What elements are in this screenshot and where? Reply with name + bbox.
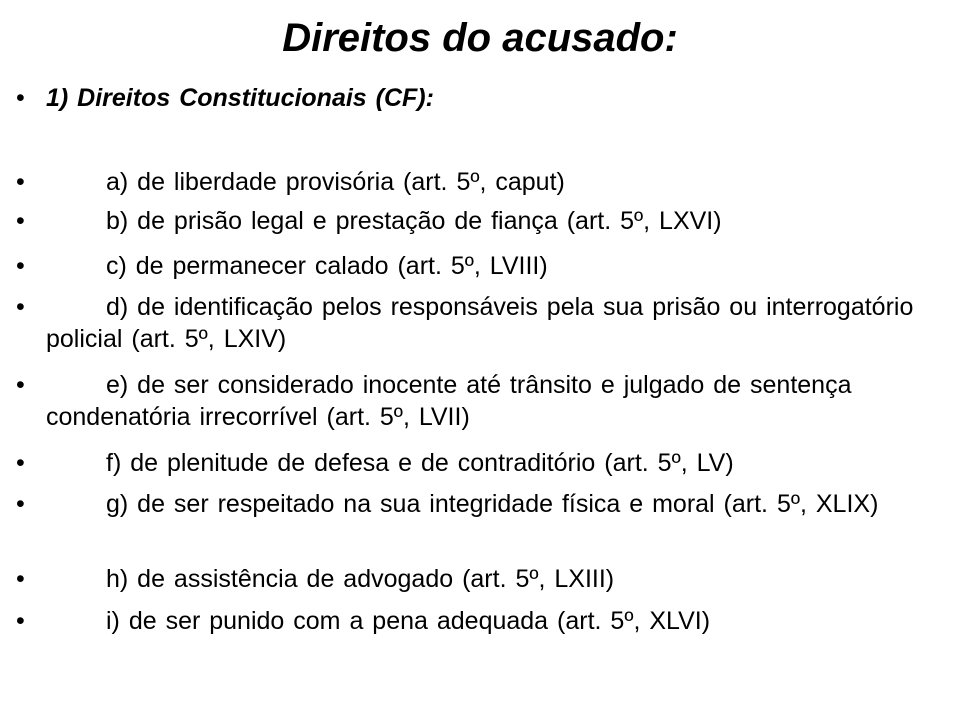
bullet-icon: • bbox=[16, 607, 25, 635]
list-item-text: i) de ser punido com a pena adequada (art. 5º, XLVI) bbox=[106, 607, 711, 635]
bullet-icon: • bbox=[16, 207, 25, 235]
bullet-icon: • bbox=[16, 293, 25, 321]
list-item-text: b) de prisão legal e prestação de fiança (art. 5º, LXVI) bbox=[106, 207, 722, 235]
list-item-text: g) de ser respeitado na sua integridade física e moral (art. 5º, XLIX) bbox=[106, 490, 879, 518]
slide-title: Direitos do acusado: bbox=[282, 16, 678, 60]
list-item-text: d) de identificação pelos responsáveis pela sua prisão ou interrogatório policial (art. 5º, LXIV) bbox=[46, 293, 914, 353]
bullet-icon: • bbox=[16, 565, 25, 593]
list-item-text: h) de assistência de advogado (art. 5º, LXIII) bbox=[106, 565, 615, 593]
bullet-icon: • bbox=[16, 371, 25, 399]
list-item-text: 1) Direitos Constitucionais (CF): bbox=[46, 84, 434, 112]
bullet-icon: • bbox=[16, 252, 25, 280]
list-item-text: a) de liberdade provisória (art. 5º, caput) bbox=[106, 168, 565, 196]
list-item-text: c) de permanecer calado (art. 5º, LVIII) bbox=[106, 252, 548, 280]
bullet-icon: • bbox=[16, 490, 25, 518]
list-item-text: e) de ser considerado inocente até trânsito e julgado de sentença condenatória irrecorrível (art. 5º, LVII) bbox=[46, 371, 852, 431]
bullet-icon: • bbox=[16, 168, 25, 196]
bullet-icon: • bbox=[16, 449, 25, 477]
bullet-icon: • bbox=[16, 84, 25, 112]
list-item-text: f) de plenitude de defesa e de contraditório (art. 5º, LV) bbox=[106, 449, 734, 477]
